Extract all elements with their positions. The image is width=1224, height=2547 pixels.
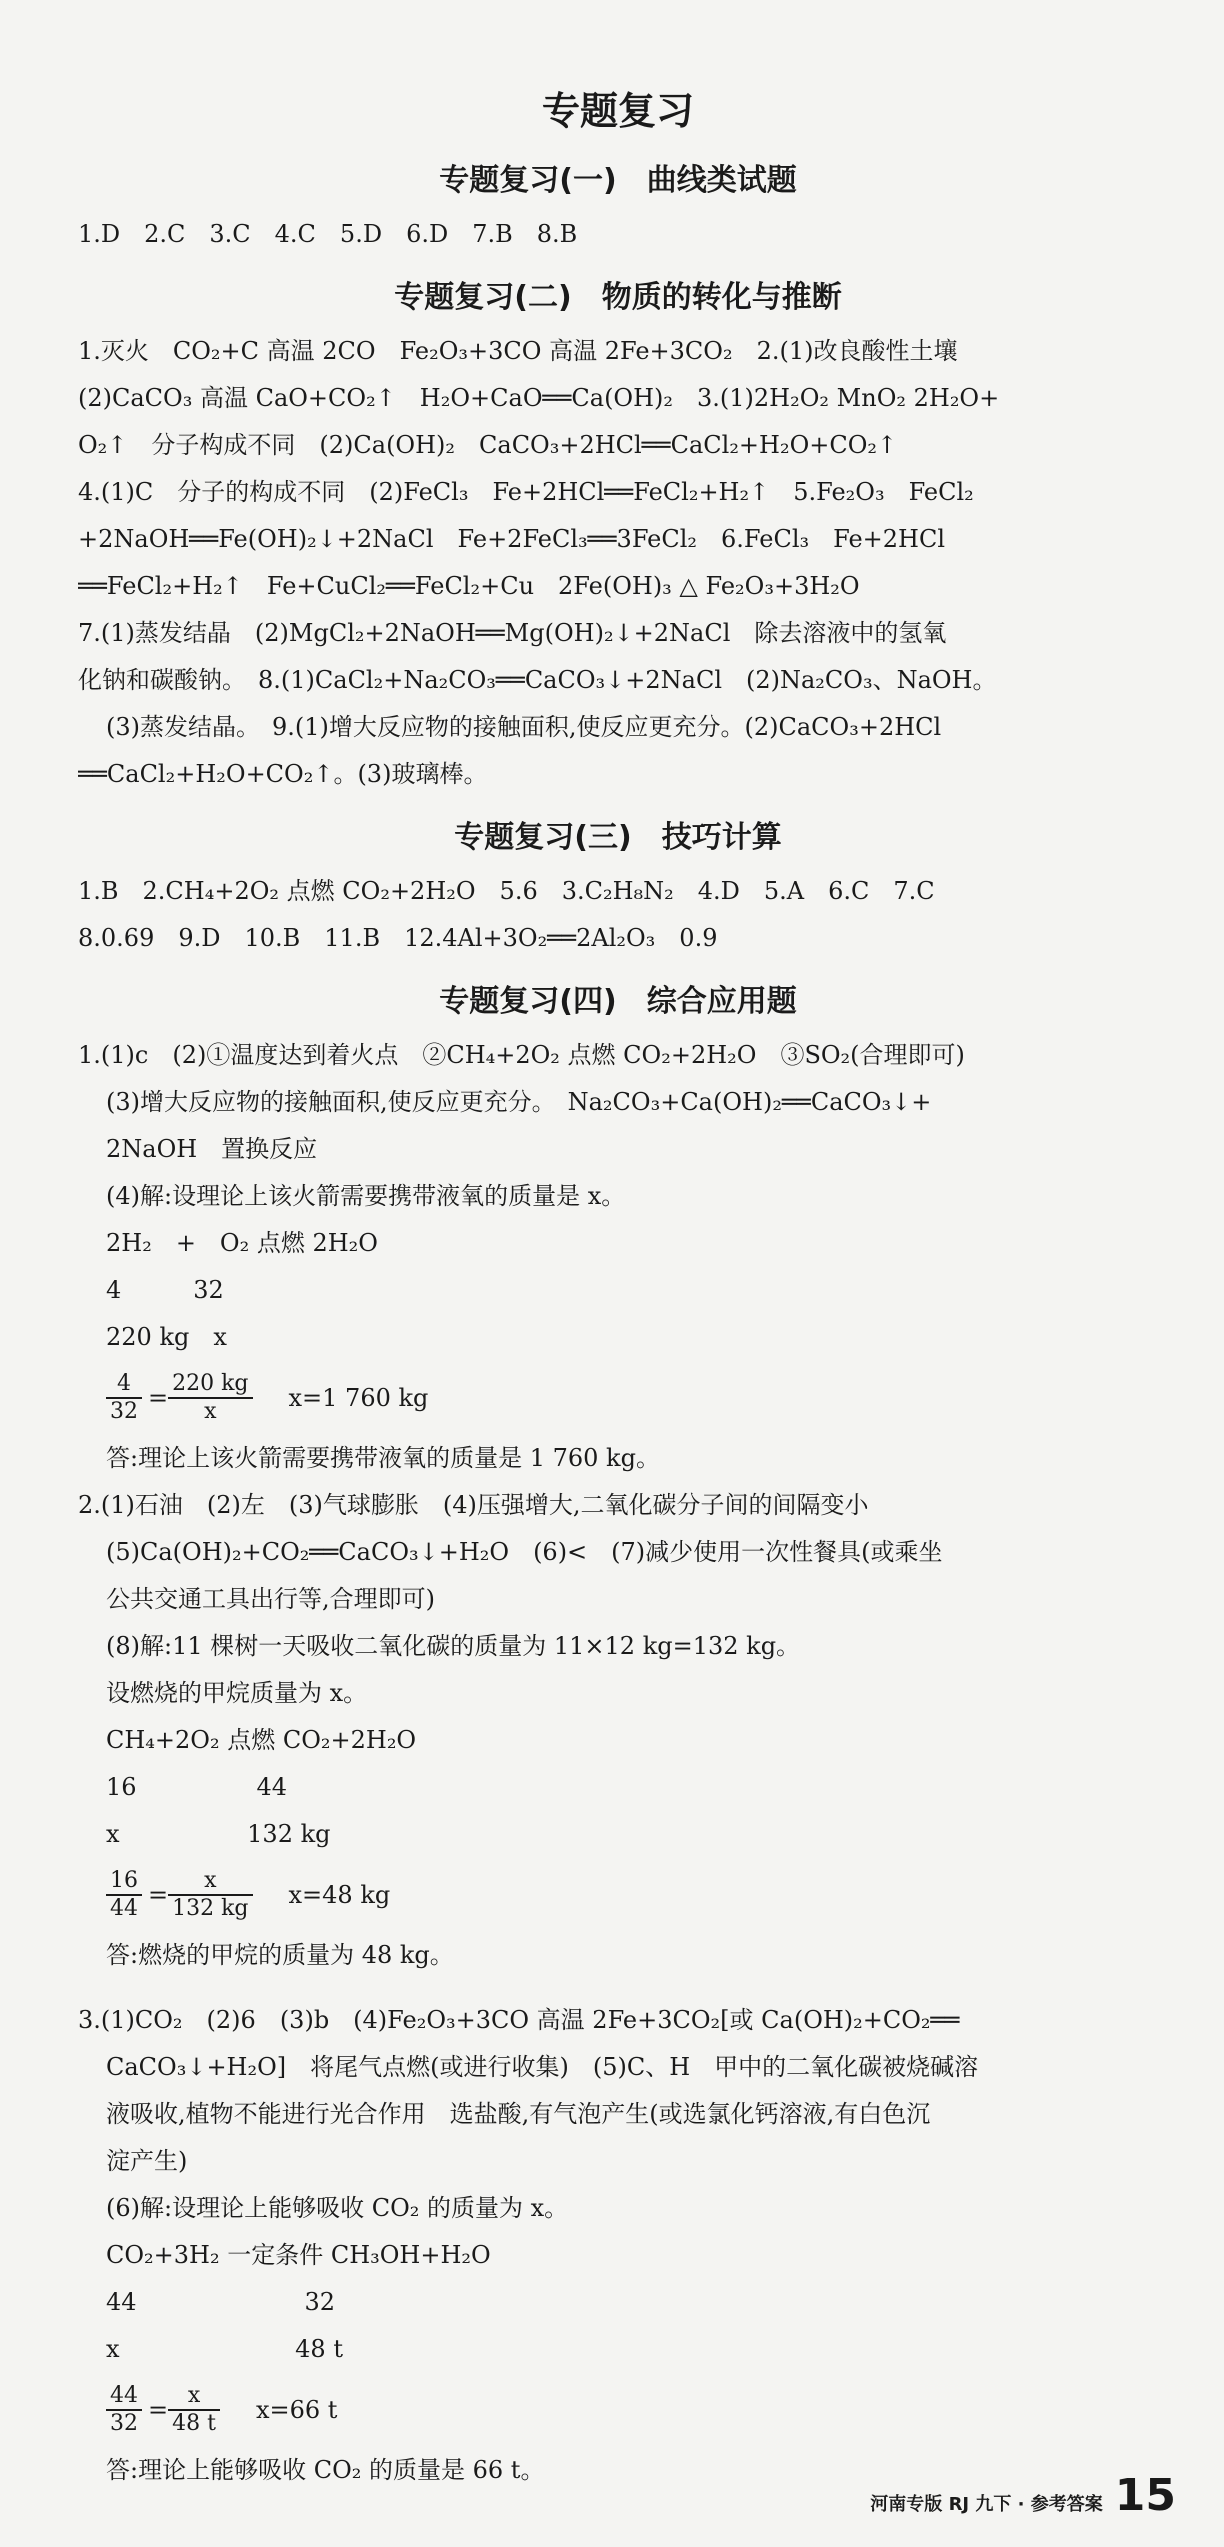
equation-line: CH₄+2O₂ 点燃 CO₂+2H₂O <box>106 1726 417 1754</box>
answer-line: (4)解:设理论上该火箭需要携带液氧的质量是 x。 <box>106 1182 626 1210</box>
page-number: 15 <box>1114 2470 1176 2521</box>
ratio-line: 44 32 <box>106 2288 336 2316</box>
footer-label: 河南专版 RJ 九下 · 参考答案 <box>870 2494 1103 2515</box>
answer-line: 化钠和碳酸钠。 8.(1)CaCl₂+Na₂CO₃══CaCO₃↓+2NaCl (2)Na₂CO₃、NaOH。 <box>78 666 997 694</box>
mass-line: x 48 t <box>106 2335 343 2363</box>
fraction: $\frac{16}{44}$ <box>106 1868 142 1922</box>
fraction: $\frac{44}{32}$ <box>106 2383 142 2437</box>
answer-line: 答:理论上该火箭需要携带液氧的质量是 1 760 kg。 <box>106 1444 660 1472</box>
answer-line: 公共交通工具出行等,合理即可) <box>106 1585 435 1613</box>
answer-line: 1.灭火 CO₂+C 高温 2CO Fe₂O₃+3CO 高温 2Fe+3CO₂ 2.(1)改良酸性土壤 <box>78 337 958 365</box>
answer-line: +2NaOH══Fe(OH)₂↓+2NaCl Fe+2FeCl₃══3FeCl₂ 6.FeCl₃ Fe+2HCl <box>78 525 946 553</box>
section-heading-3: 专题复习(三) 技巧计算 <box>454 820 782 855</box>
answer-line: 7.(1)蒸发结晶 (2)MgCl₂+2NaOH══Mg(OH)₂↓+2NaCl 除去溶液中的氢氧 <box>78 619 947 647</box>
result: x=1 760 kg <box>288 1384 429 1412</box>
fraction: $\frac{220 kg}{x}$ <box>168 1371 252 1425</box>
page-footer <box>870 2470 1176 2521</box>
answer-line: 2.(1)石油 (2)左 (3)气球膨胀 (4)压强增大,二氧化碳分子间的间隔变小 <box>78 1491 869 1519</box>
answer-line: 答:燃烧的甲烷的质量为 48 kg。 <box>106 1941 454 1969</box>
answer-line: (3)蒸发结晶。 9.(1)增大反应物的接触面积,使反应更充分。(2)CaCO₃+2HCl <box>106 713 942 741</box>
equation-line: 2H₂ + O₂ 点燃 2H₂O <box>106 1229 378 1257</box>
fraction: $\frac{4}{32}$ <box>106 1371 142 1425</box>
answer-line: (2)CaCO₃ 高温 CaO+CO₂↑ H₂O+CaO══Ca(OH)₂ 3.(1)2H₂O₂ MnO₂ 2H₂O+ <box>78 384 1000 412</box>
answer-line: ══FeCl₂+H₂↑ Fe+CuCl₂══FeCl₂+Cu 2Fe(OH)₃ △ Fe₂O₃+3H₂O <box>78 572 860 600</box>
proportion-line: $\frac{4}{32}$ = $\frac{220 kg}{x}$ x=1 760 kg <box>78 1361 1158 1435</box>
answer-line: (8)解:11 棵树一天吸收二氧化碳的质量为 11×12 kg=132 kg。 <box>106 1632 801 1660</box>
answer-line: O₂↑ 分子构成不同 (2)Ca(OH)₂ CaCO₃+2HCl══CaCl₂+H₂O+CO₂↑ <box>78 431 898 459</box>
answer-line: 3.(1)CO₂ (2)6 (3)b (4)Fe₂O₃+3CO 高温 2Fe+3CO₂[或 Ca(OH)₂+CO₂══ <box>78 2006 960 2034</box>
mass-line: 220 kg x <box>106 1323 227 1351</box>
proportion-line: $\frac{16}{44}$ = $\frac{x}{132 kg}$ x=48 kg <box>78 1858 1158 1932</box>
mass-line: x 132 kg <box>106 1820 331 1848</box>
answer-line: 1.D 2.C 3.C 4.C 5.D 6.D 7.B 8.B <box>78 220 578 248</box>
equation-line: CO₂+3H₂ 一定条件 CH₃OH+H₂O <box>106 2241 491 2269</box>
fraction: $\frac{x}{48 t}$ <box>168 2383 220 2437</box>
answer-line: 液吸收,植物不能进行光合作用 选盐酸,有气泡产生(或选氯化钙溶液,有白色沉 <box>106 2100 931 2128</box>
result: x=48 kg <box>288 1881 391 1909</box>
answer-line: 4.(1)C 分子的构成不同 (2)FeCl₃ Fe+2HCl══FeCl₂+H₂↑ 5.Fe₂O₃ FeCl₂ <box>78 478 974 506</box>
answer-line: 淀产生) <box>106 2147 188 2175</box>
ratio-line: 16 44 <box>106 1773 288 1801</box>
fraction: $\frac{x}{132 kg}$ <box>168 1868 252 1922</box>
proportion-line: $\frac{44}{32}$ = $\frac{x}{48 t}$ x=66 t <box>78 2373 1158 2447</box>
answer-line: 答:理论上能够吸收 CO₂ 的质量是 66 t。 <box>106 2456 545 2484</box>
section-heading-1: 专题复习(一) 曲线类试题 <box>439 163 797 198</box>
answer-line: 1.B 2.CH₄+2O₂ 点燃 CO₂+2H₂O 5.6 3.C₂H₈N₂ 4.D 5.A 6.C 7.C <box>78 877 935 905</box>
ratio-line: 4 32 <box>106 1276 224 1304</box>
answer-line: (5)Ca(OH)₂+CO₂══CaCO₃↓+H₂O (6)< (7)减少使用一次性餐具(或乘坐 <box>106 1538 943 1566</box>
page-title: 专题复习 <box>541 89 694 133</box>
answer-page <box>78 70 1158 2494</box>
section-heading-4: 专题复习(四) 综合应用题 <box>439 984 797 1019</box>
answer-line: 2NaOH 置换反应 <box>106 1135 318 1163</box>
answer-line: 8.0.69 9.D 10.B 11.B 12.4Al+3O₂══2Al₂O₃ 0.9 <box>78 924 718 952</box>
answer-line: 设燃烧的甲烷质量为 x。 <box>106 1679 368 1707</box>
result: x=66 t <box>255 2396 338 2424</box>
section-heading-2: 专题复习(二) 物质的转化与推断 <box>394 280 842 315</box>
answer-line: (6)解:设理论上能够吸收 CO₂ 的质量为 x。 <box>106 2194 569 2222</box>
answer-line: CaCO₃↓+H₂O] 将尾气点燃(或进行收集) (5)C、H 甲中的二氧化碳被烧碱溶 <box>106 2053 979 2081</box>
answer-line: ══CaCl₂+H₂O+CO₂↑。(3)玻璃棒。 <box>78 760 488 788</box>
answer-line: 1.(1)c (2)①温度达到着火点 ②CH₄+2O₂ 点燃 CO₂+2H₂O ③SO₂(合理即可) <box>78 1041 965 1069</box>
answer-line: (3)增大反应物的接触面积,使反应更充分。 Na₂CO₃+Ca(OH)₂══CaCO₃↓+ <box>106 1088 932 1116</box>
